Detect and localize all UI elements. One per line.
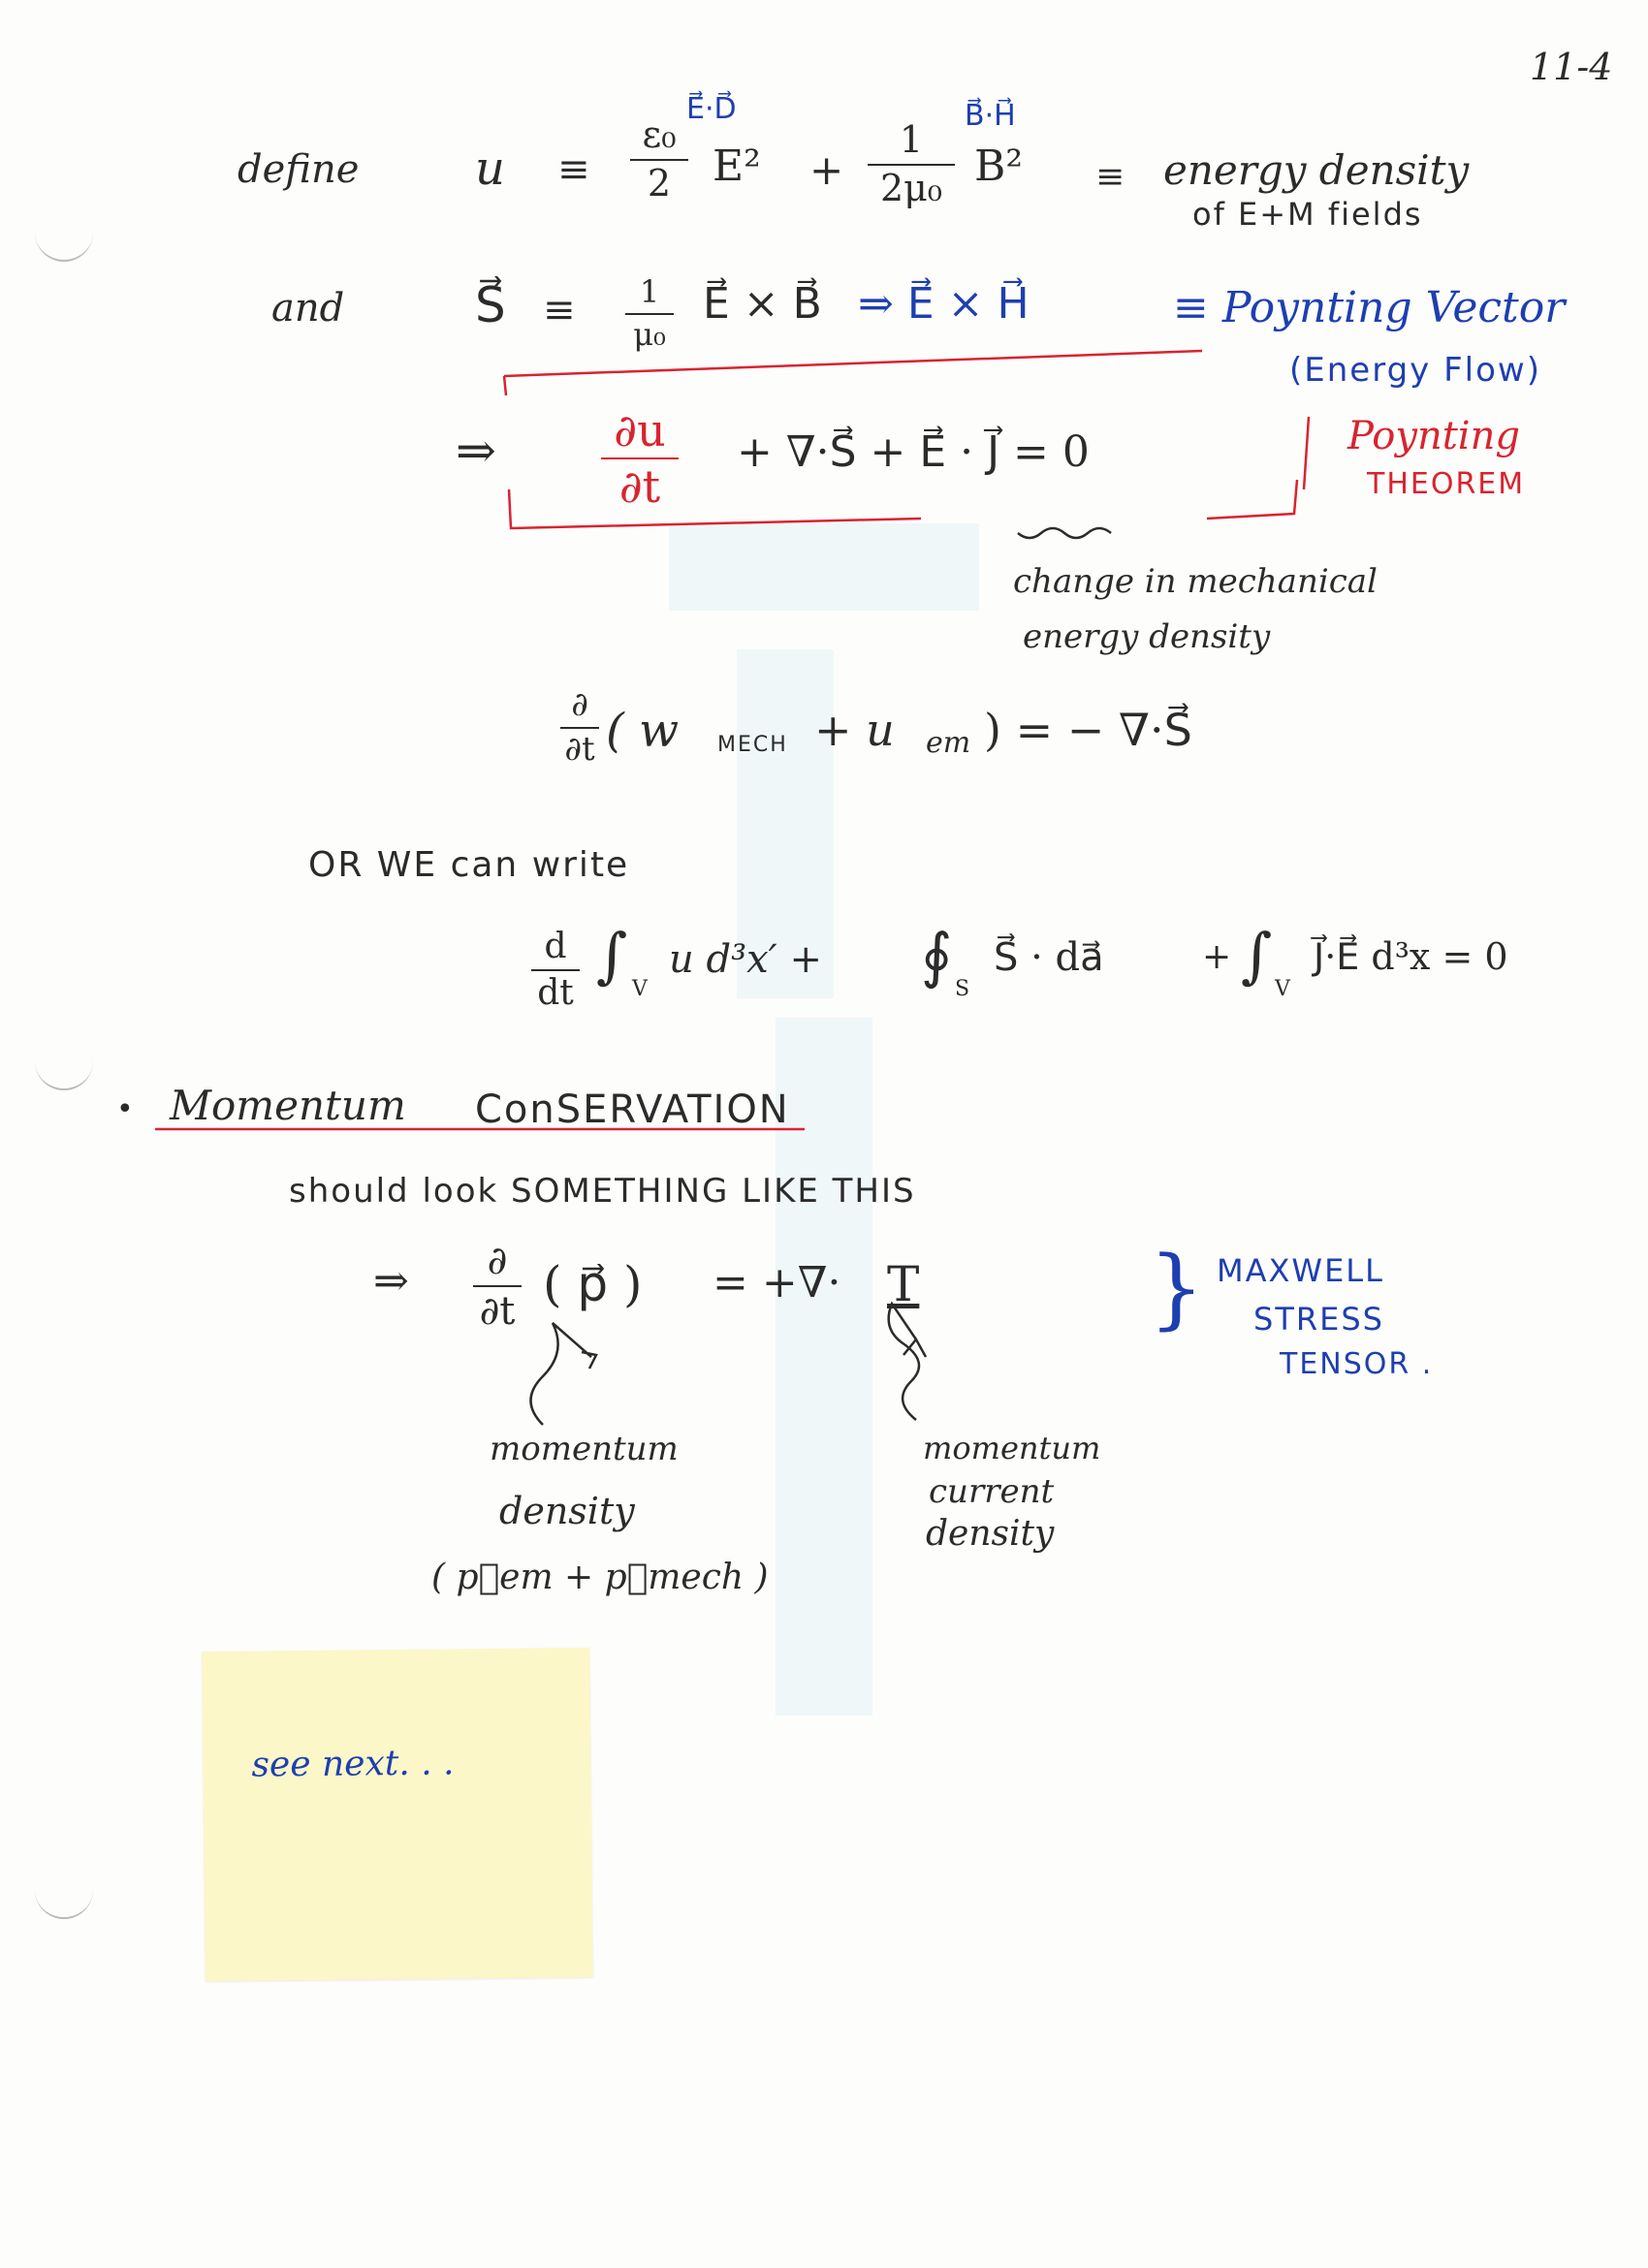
dt: ∂t	[618, 460, 661, 514]
partial: ∂	[571, 685, 588, 724]
stress-rhs: = +∇·	[713, 1258, 841, 1307]
implies-arrow: ⇒	[456, 423, 496, 479]
momentum-note: momentum	[490, 1430, 679, 1468]
partial-dt: ∂t	[564, 729, 595, 769]
theorem-terms: + ∇·S⃗ + E⃗ · J⃗ = 0	[737, 427, 1090, 477]
bullet: •	[116, 1092, 134, 1126]
and-label: and	[271, 286, 345, 331]
momentum-current-note-1: momentum	[923, 1430, 1101, 1466]
define-label: define	[238, 147, 360, 192]
stress-label: STRESS	[1253, 1301, 1384, 1338]
divergence-rhs: ) = − ∇·S⃗	[984, 704, 1192, 756]
flux-integrand: S⃗ · da⃗	[994, 935, 1104, 980]
work-sub: V	[1275, 977, 1290, 1001]
energy-integrand: u d³x′ +	[669, 937, 822, 982]
theorem-label: THEOREM	[1367, 467, 1526, 501]
partial-dt: ∂t	[479, 1289, 516, 1334]
em-fields-desc: of E+M fields	[1192, 196, 1423, 233]
two-mu-zero: 2μ₀	[879, 166, 943, 209]
du: ∂u	[614, 404, 666, 457]
e-squared: E²	[713, 142, 761, 191]
mech-subscript: MECH	[717, 733, 788, 757]
equiv-sign: ≡	[557, 147, 590, 192]
equiv-sign-2: ≡	[1095, 157, 1125, 197]
u-em: + u	[814, 704, 895, 756]
momentum-title: Momentum	[170, 1082, 406, 1129]
volume-sub: V	[632, 977, 648, 1001]
numerator-one: 1	[899, 118, 924, 161]
surface-integral-sign: ∮	[921, 920, 953, 991]
work-integral-sign: ∫	[1241, 920, 1273, 991]
e-cross-h: ⇒ E⃗ × H⃗	[858, 279, 1030, 329]
dt: dt	[537, 972, 574, 1013]
momentum-sum-note: ( p⃗em + p⃗mech )	[431, 1558, 769, 1597]
maxwell-brace: }	[1149, 1238, 1205, 1339]
poynting-label: Poynting	[1347, 414, 1520, 458]
equiv-sign-3: ≡	[543, 288, 576, 332]
density-note: density	[499, 1490, 635, 1532]
or-we-can-write: OR WE can write	[308, 845, 630, 885]
maxwell-label: MAXWELL	[1217, 1252, 1384, 1289]
implies-arrow-2: ⇒	[373, 1256, 409, 1306]
w-mech: ( w	[606, 704, 680, 758]
plus-sign-2: +	[1202, 937, 1232, 977]
numerator-one: 1	[639, 273, 660, 310]
poynting-symbol: S⃗	[475, 277, 506, 333]
em-subscript: em	[926, 726, 971, 760]
ed-annotation: E⃗·D⃗	[686, 92, 737, 126]
surface-sub: S	[955, 977, 970, 1001]
bh-annotation: B⃗·H⃗	[965, 99, 1016, 133]
mu-zero: μ₀	[633, 315, 666, 353]
d: d	[544, 927, 567, 966]
stress-tensor-symbol: T	[887, 1256, 920, 1312]
volume-integral-sign: ∫	[596, 920, 628, 991]
partial: ∂	[487, 1239, 508, 1283]
momentum-current-note-2: current	[929, 1472, 1055, 1511]
page-number: 11-4	[1530, 46, 1613, 88]
epsilon-zero: ε₀	[642, 113, 677, 156]
energy-flow-label: (Energy Flow)	[1289, 351, 1541, 390]
conservation-title: ConSERVATION	[475, 1087, 790, 1132]
energy-density-desc: energy density	[1163, 146, 1470, 194]
plus-sign: +	[809, 146, 844, 194]
denominator-two: 2	[647, 161, 672, 205]
momentum-density: ( p⃗ )	[543, 1256, 643, 1312]
b-squared: B²	[974, 142, 1023, 191]
mechanical-note-1: change in mechanical	[1013, 562, 1378, 601]
mechanical-note-2: energy density	[1023, 617, 1271, 656]
tensor-label: TENSOR .	[1280, 1347, 1434, 1381]
e-cross-b: E⃗ × B⃗	[703, 279, 822, 329]
energy-density-symbol: u	[475, 142, 505, 196]
momentum-current-note-3: density	[926, 1514, 1055, 1554]
sticky-note-text: see next. . .	[251, 1743, 455, 1785]
intro-text: should look SOMETHING LIKE THIS	[289, 1172, 916, 1211]
poynting-vector-name: ≡ Poynting Vector	[1173, 283, 1566, 332]
work-integrand: J⃗·E⃗ d³x = 0	[1314, 935, 1508, 978]
